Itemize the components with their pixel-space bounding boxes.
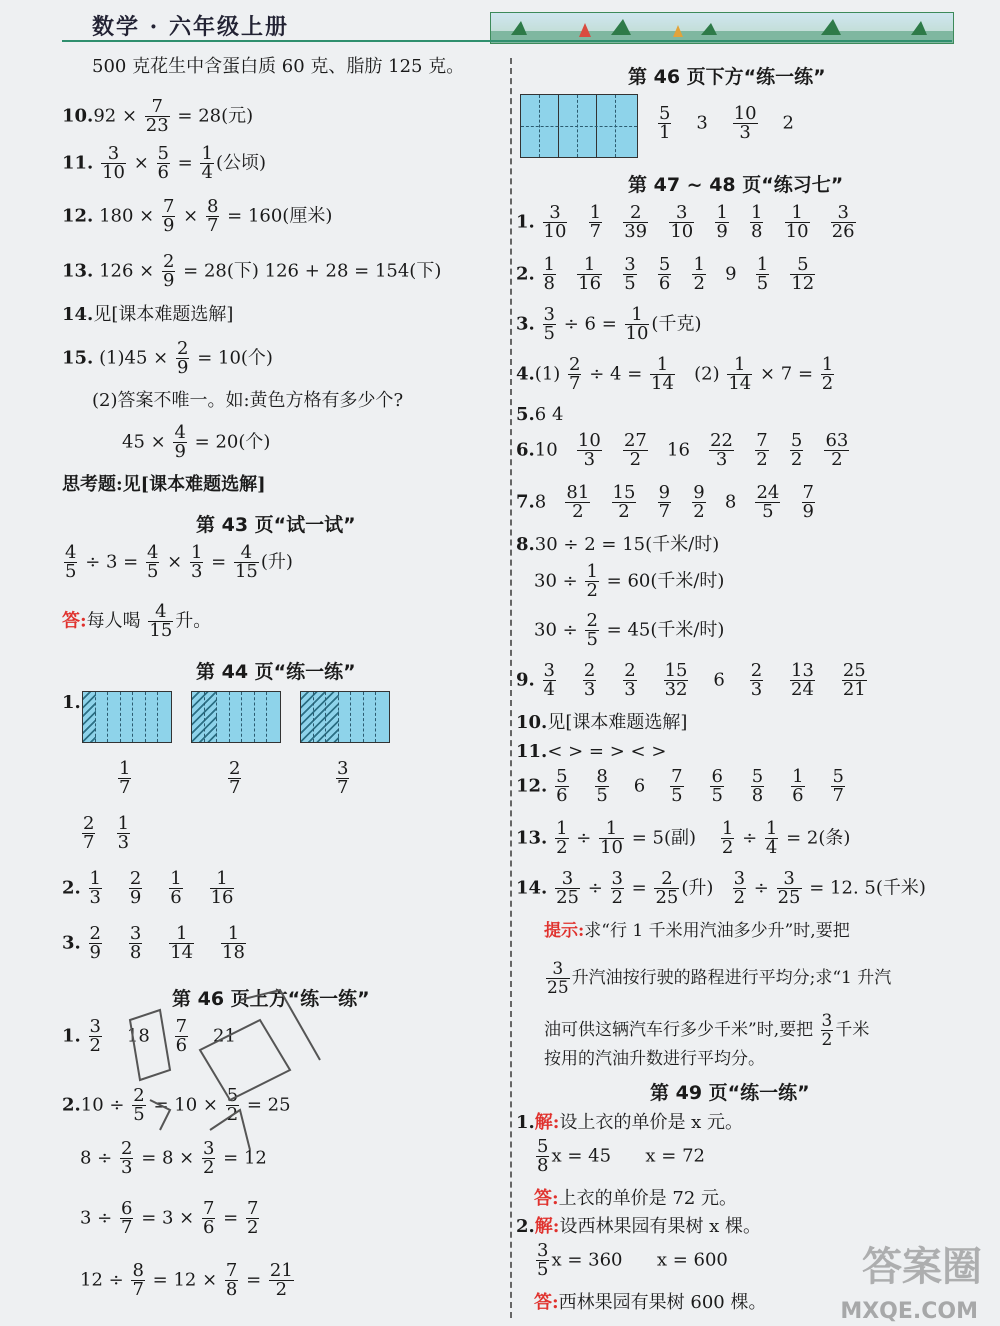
problem-12: 12. 180 × $\frac{7}{9}$ × $\frac{8}{7}$ = 160(厘米) [62,196,333,236]
section-p49: 第 49 页“练一练” [650,1082,810,1104]
fraction-figure-1 [82,691,172,743]
p46-q1: 1. $\frac{3}{2}$ 18 $\frac{7}{6}$ 21 [62,1016,236,1056]
exercise-3: 3. $\frac{3}{5}$ ÷ 6 = $\frac{1}{10}$ (千克) [516,304,702,344]
watermark-url: MXQE.COM [840,1299,978,1324]
p44-q3: 3. $\frac{2}{9}$ $\frac{3}{8}$ $\frac{1}{14}$ $\frac{1}{18}$ [62,923,245,963]
problem-15-part2: (2)答案不唯一。如:黄色方格有多少个? [92,390,404,411]
hint-line-2: $\frac{3}{25}$ 升汽油按行驶的路程进行平均分;求“1 升汽 [547,959,892,998]
palm-tree-banner-icon [491,13,953,43]
figure-3-label: $\frac{3}{7}$ [337,758,349,798]
p49-q1-answer: 答:上衣的单价是 72 元。 [534,1188,738,1209]
exercise-4: 4.(1) $\frac{2}{7}$ ÷ 4 = $\frac{1}{14}$ (2) $\frac{1}{14}$ × 7 = $\frac{1}{2}$ [516,354,834,394]
exercise-5: 5.6 4 [516,404,564,425]
problem-11: 11. $\frac{3}{10}$ × $\frac{5}{6}$ = $\frac{1}{4}$ (公顷) [62,143,266,183]
exercise-1: 1. $\frac{3}{10}$ $\frac{1}{7}$ $\frac{2}{39}$ $\frac{3}{10}$ $\frac{1}{9}$ $\frac{1}{8}$ $\frac{1}{10}$ $\frac{3}{26}$ [516,202,855,242]
problem-15-part2-eq: 45 × $\frac{4}{9}$ = 20(个) [122,422,271,462]
exercise-14: 14. $\frac{3}{25}$ ÷ $\frac{3}{2}$ = $\frac{2}{25}$ (升) $\frac{3}{2}$ ÷ $\frac{3}{25}$ = 12. 5(千米) [516,868,926,908]
hint-line-1: 提示:求“行 1 千米用汽油多少升”时,要把 [544,921,850,941]
p46-q2-row3: 3 ÷ $\frac{6}{7}$ = 3 × $\frac{7}{6}$ = $\frac{7}{2}$ [80,1198,259,1238]
pen-scribble-icon [110,980,340,1200]
problem-10: 10.92 × $\frac{7}{23}$ = 28(元) [62,96,254,136]
p49-q2-equation: $\frac{3}{5}$ x = 360 x = 600 [537,1240,728,1280]
p44-q1-num: 1. [62,692,81,713]
section-p46-bottom: 第 46 页下方“练一练” [628,66,826,88]
exercise-8-row3: 30 ÷ $\frac{2}{5}$ = 45(千米/时) [534,610,725,650]
column-divider [510,58,512,1318]
p43-equation: $\frac{4}{5}$ ÷ 3 = $\frac{4}{5}$ × $\frac{1}{3}$ = $\frac{4}{15}$ (升) [65,542,293,582]
exercise-12: 12. $\frac{5}{6}$ $\frac{8}{5}$ 6 $\frac{7}{5}$ $\frac{6}{5}$ $\frac{5}{8}$ $\frac{1}{6}$ $\frac{5}{7}$ [516,766,844,806]
p49-q1-equation: $\frac{5}{8}$ x = 45 x = 72 [537,1136,705,1176]
p46-q2-row2: 8 ÷ $\frac{2}{3}$ = 8 × $\frac{3}{2}$ = 12 [80,1138,267,1178]
p46-q2-row4: 12 ÷ $\frac{8}{7}$ = 12 × $\frac{7}{8}$ = $\frac{21}{2}$ [80,1260,293,1300]
p49-q1-setup: 1.解:设上衣的单价是 x 元。 [516,1112,744,1133]
hint-line-3: 油可供这辆汽车行多少千米”时,要把 $\frac{3}{2}$ 千米 [544,1011,870,1050]
p46-q2: 2.10 ÷ $\frac{2}{5}$ = 10 × $\frac{5}{2}$ = 25 [62,1085,291,1125]
watermark-logo: 答案圈 [862,1244,982,1290]
problem-13: 13. 126 × $\frac{2}{9}$ = 28(下) 126 + 28 = 154(下) [62,251,442,291]
figure-2-label: $\frac{2}{7}$ [229,758,241,798]
exercise-8-row2: 30 ÷ $\frac{1}{2}$ = 60(千米/时) [534,561,725,601]
fraction-figure-3 [300,691,390,743]
section-p44: 第 44 页“练一练” [196,661,356,683]
page-header-title: 数学 · 六年级上册 [92,14,289,40]
exercise-7: 7.8 $\frac{81}{2}$ $\frac{15}{2}$ $\frac{9}{7}$ $\frac{9}{2}$ 8 $\frac{24}{5}$ $\frac{7}{9}$ [516,482,814,522]
section-p47-48: 第 47 ~ 48 页“练习七” [628,174,844,196]
exercise-6: 6.10 $\frac{10}{3}$ $\frac{27}{2}$ 16 $\frac{22}{3}$ $\frac{7}{2}$ $\frac{5}{2}$ $\frac{63}{2}$ [516,430,849,470]
exercise-13: 13. $\frac{1}{2}$ ÷ $\frac{1}{10}$ = 5(副) $\frac{1}{2}$ ÷ $\frac{1}{4}$ = 2(条) [516,818,851,858]
p49-q2-setup: 2.解:设西林果园有果树 x 棵。 [516,1216,762,1237]
exercise-10: 10.见[课本难题选解] [516,712,688,733]
intro-line: 500 克花生中含蛋白质 60 克、脂肪 125 克。 [92,56,465,77]
p49-q2-answer: 答:西林果园有果树 600 棵。 [534,1292,767,1313]
figure-1-label: $\frac{1}{7}$ [119,758,131,798]
p44-q2: 2. $\frac{1}{3}$ $\frac{2}{9}$ $\frac{1}{6}$ $\frac{1}{16}$ [62,868,234,908]
p44-q1-extra: $\frac{2}{7}$ $\frac{1}{3}$ [83,813,130,853]
fraction-figure-2 [191,691,281,743]
hint-line-4: 按用的汽油升数进行平均分。 [544,1049,765,1069]
header-rule [62,40,952,42]
exercise-2: 2. $\frac{1}{8}$ $\frac{1}{16}$ $\frac{3}{5}$ $\frac{5}{6}$ $\frac{1}{2}$ 9 $\frac{1}{5}$ $\frac{5}{12}$ [516,254,815,294]
exercise-9: 9. $\frac{3}{4}$ $\frac{2}{3}$ $\frac{2}{3}$ $\frac{15}{32}$ 6 $\frac{2}{3}$ $\frac{13}{24}$ $\frac{25}{21}$ [516,660,866,700]
p43-answer: 答:每人喝 $\frac{4}{15}$ 升。 [62,601,212,641]
problem-14: 14.见[课本难题选解] [62,304,234,325]
exercise-8: 8.30 ÷ 2 = 15(千米/时) [516,534,720,555]
exercise-11: 11.< > = > < > [516,741,667,762]
p46-bottom-answers: $\frac{5}{1}$ 3 $\frac{10}{3}$ 2 [659,103,794,143]
problem-15: 15. (1)45 × $\frac{2}{9}$ = 10(个) [62,338,273,378]
p46-grid-figure [520,94,638,158]
section-p43: 第 43 页“试一试” [196,514,356,536]
section-p46-top: 第 46 页上方“练一练” [172,988,370,1010]
think-question: 思考题:见[课本难题选解] [62,474,266,495]
